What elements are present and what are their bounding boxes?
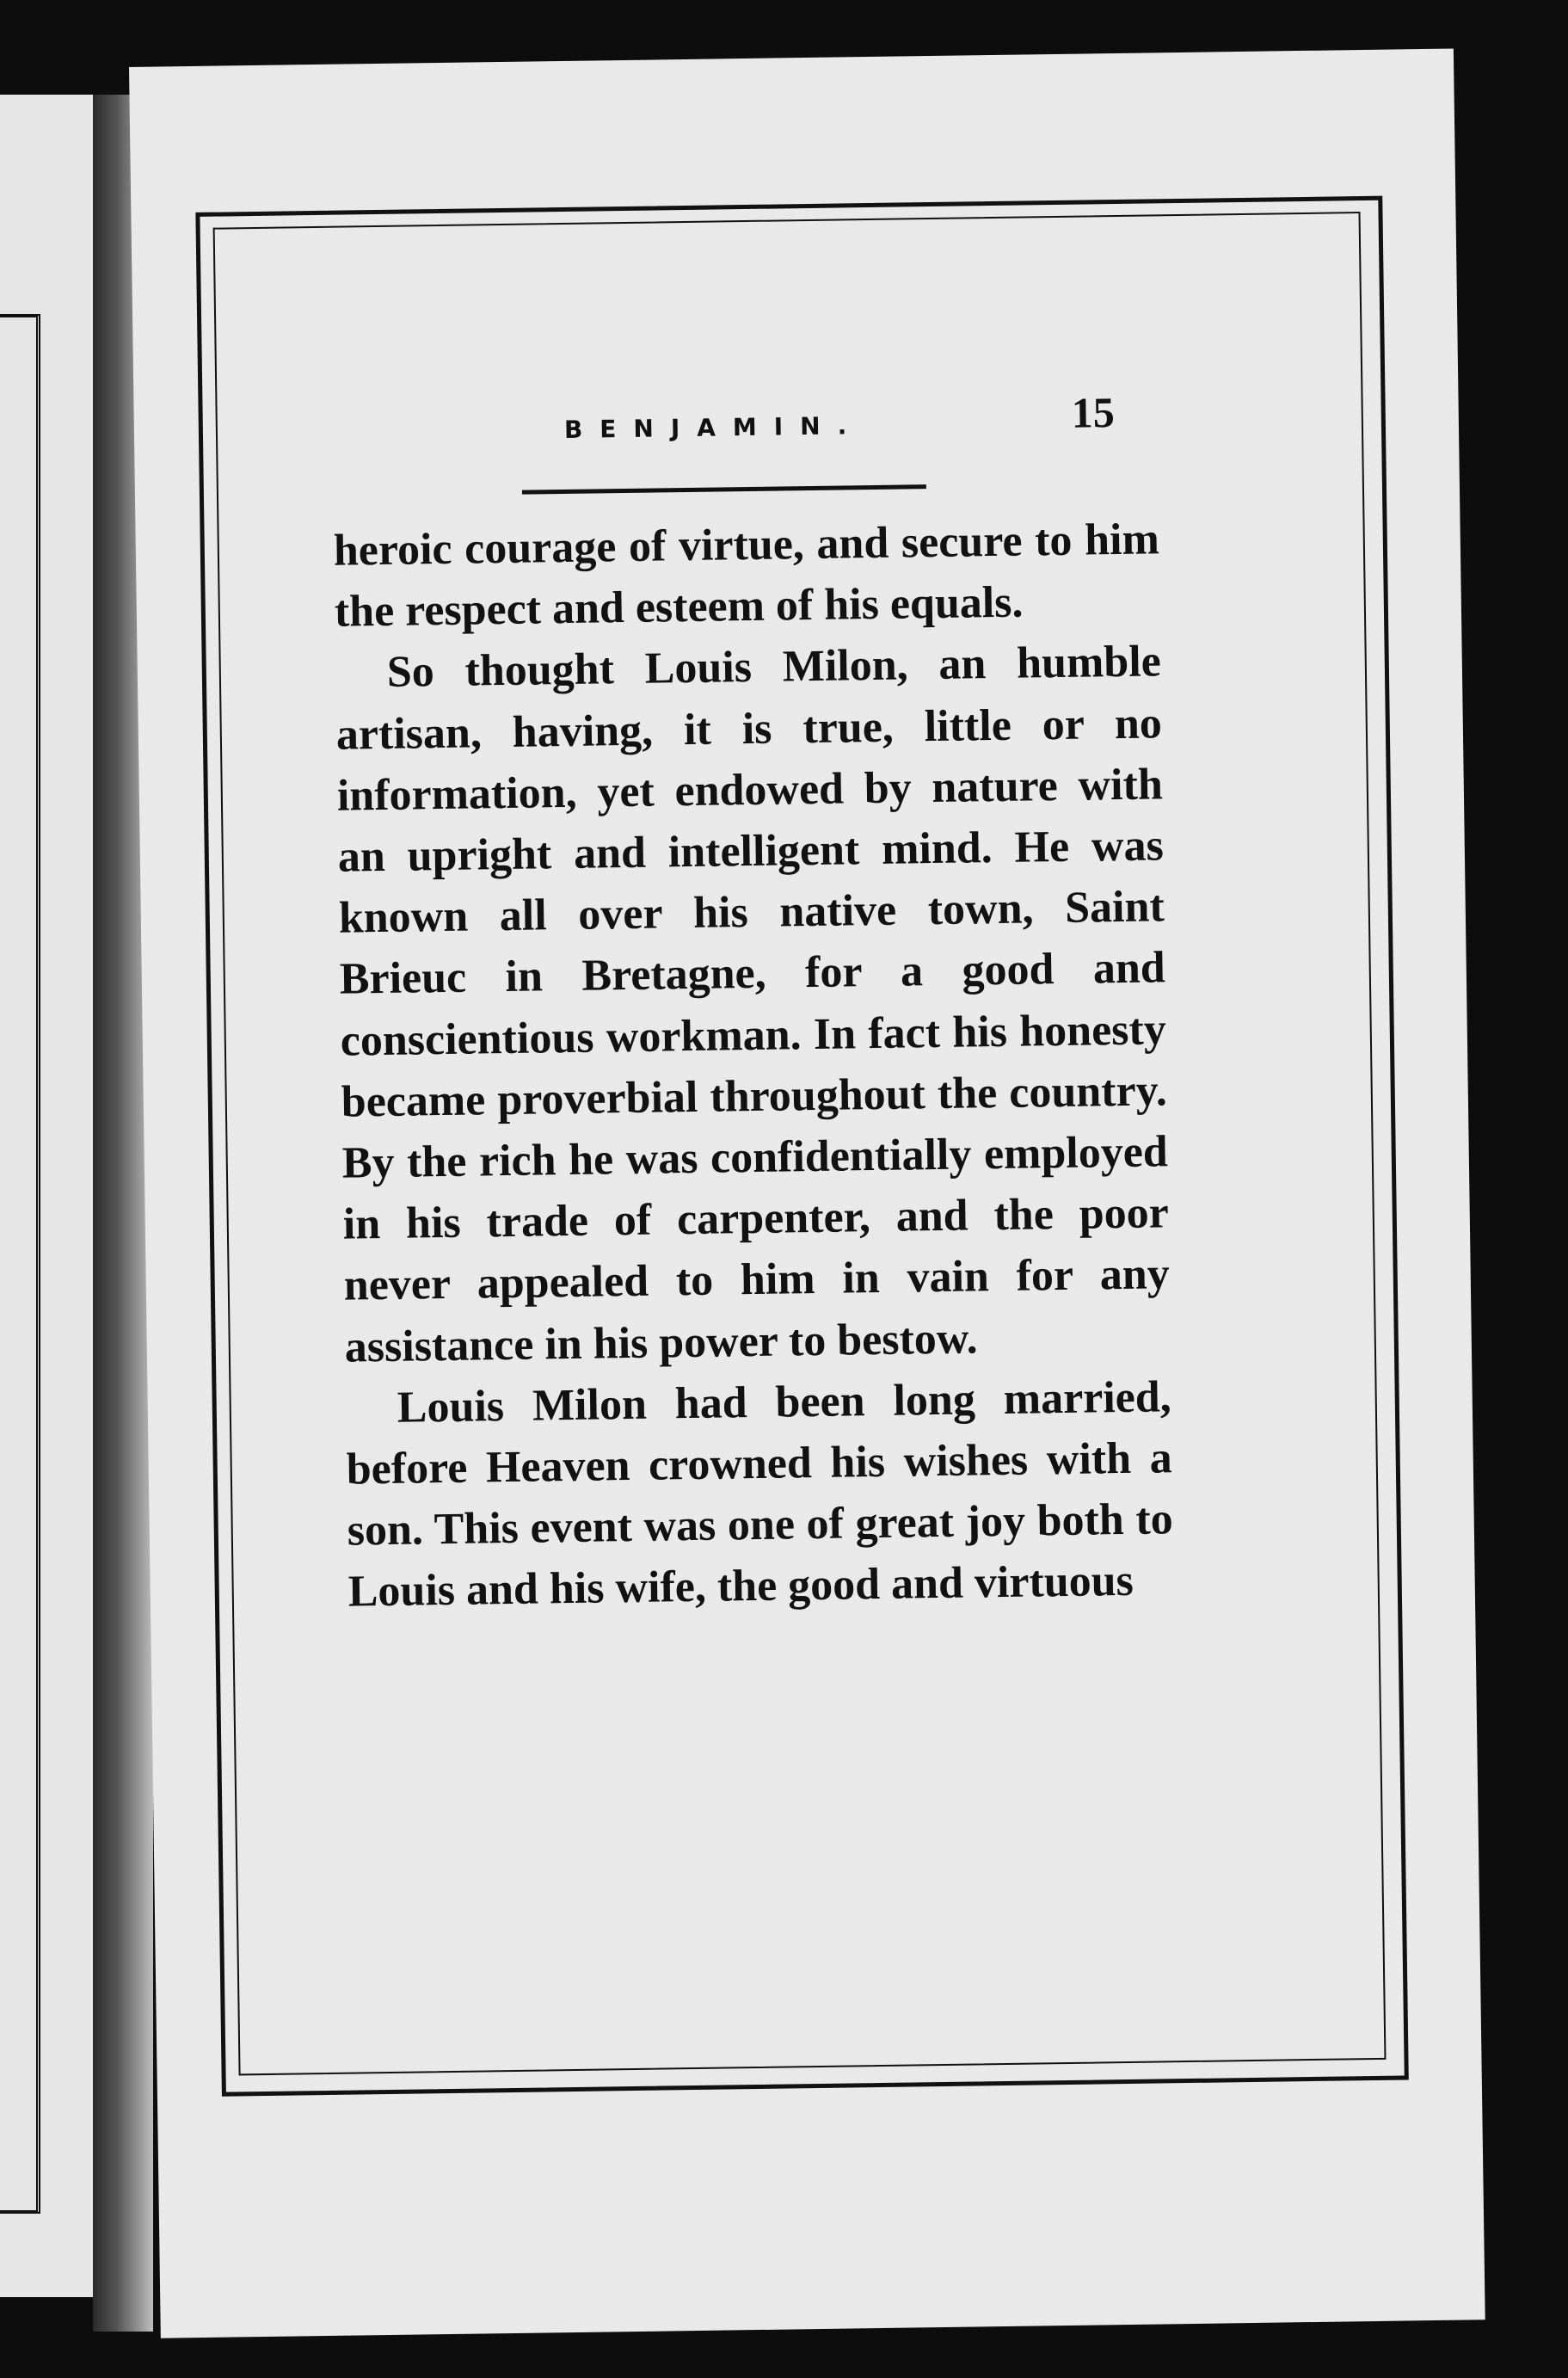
paragraph-louis-milon: So thought Louis Milon, an humble artisan, having, it is true, little or no information, yet endowed by nature with an upright and intelligent mind. He was known all over his native town, Saint Brieuc in Bretagne, for a good and conscientious workman. In fact his honesty became proverbial throughout the country. By the rich he was confidentially employed in his trade of carpenter, and the poor never appealed to him in vain for any assistance in his power to bestow. bbox=[335, 637, 1171, 1372]
body-text bbox=[333, 508, 1174, 1623]
paragraph-son-born: Louis Milon had been long married, before Heaven crowned his wishes with a son. This event was one of great joy both to Louis and his wife, the good and virtuous bbox=[346, 1372, 1174, 1617]
page-number: 15 bbox=[1071, 388, 1116, 437]
paragraph-continuation: heroic courage of virtue, and secure to him the respect and esteem of his equals. bbox=[333, 514, 1160, 637]
running-head-title: BENJAMIN. bbox=[563, 411, 864, 444]
page-content bbox=[331, 345, 1217, 1623]
facing-page-edge bbox=[0, 95, 99, 2297]
running-head-rule bbox=[522, 484, 926, 495]
running-head bbox=[331, 345, 1202, 460]
book-page bbox=[129, 48, 1485, 2338]
facing-page-border bbox=[0, 314, 40, 2214]
